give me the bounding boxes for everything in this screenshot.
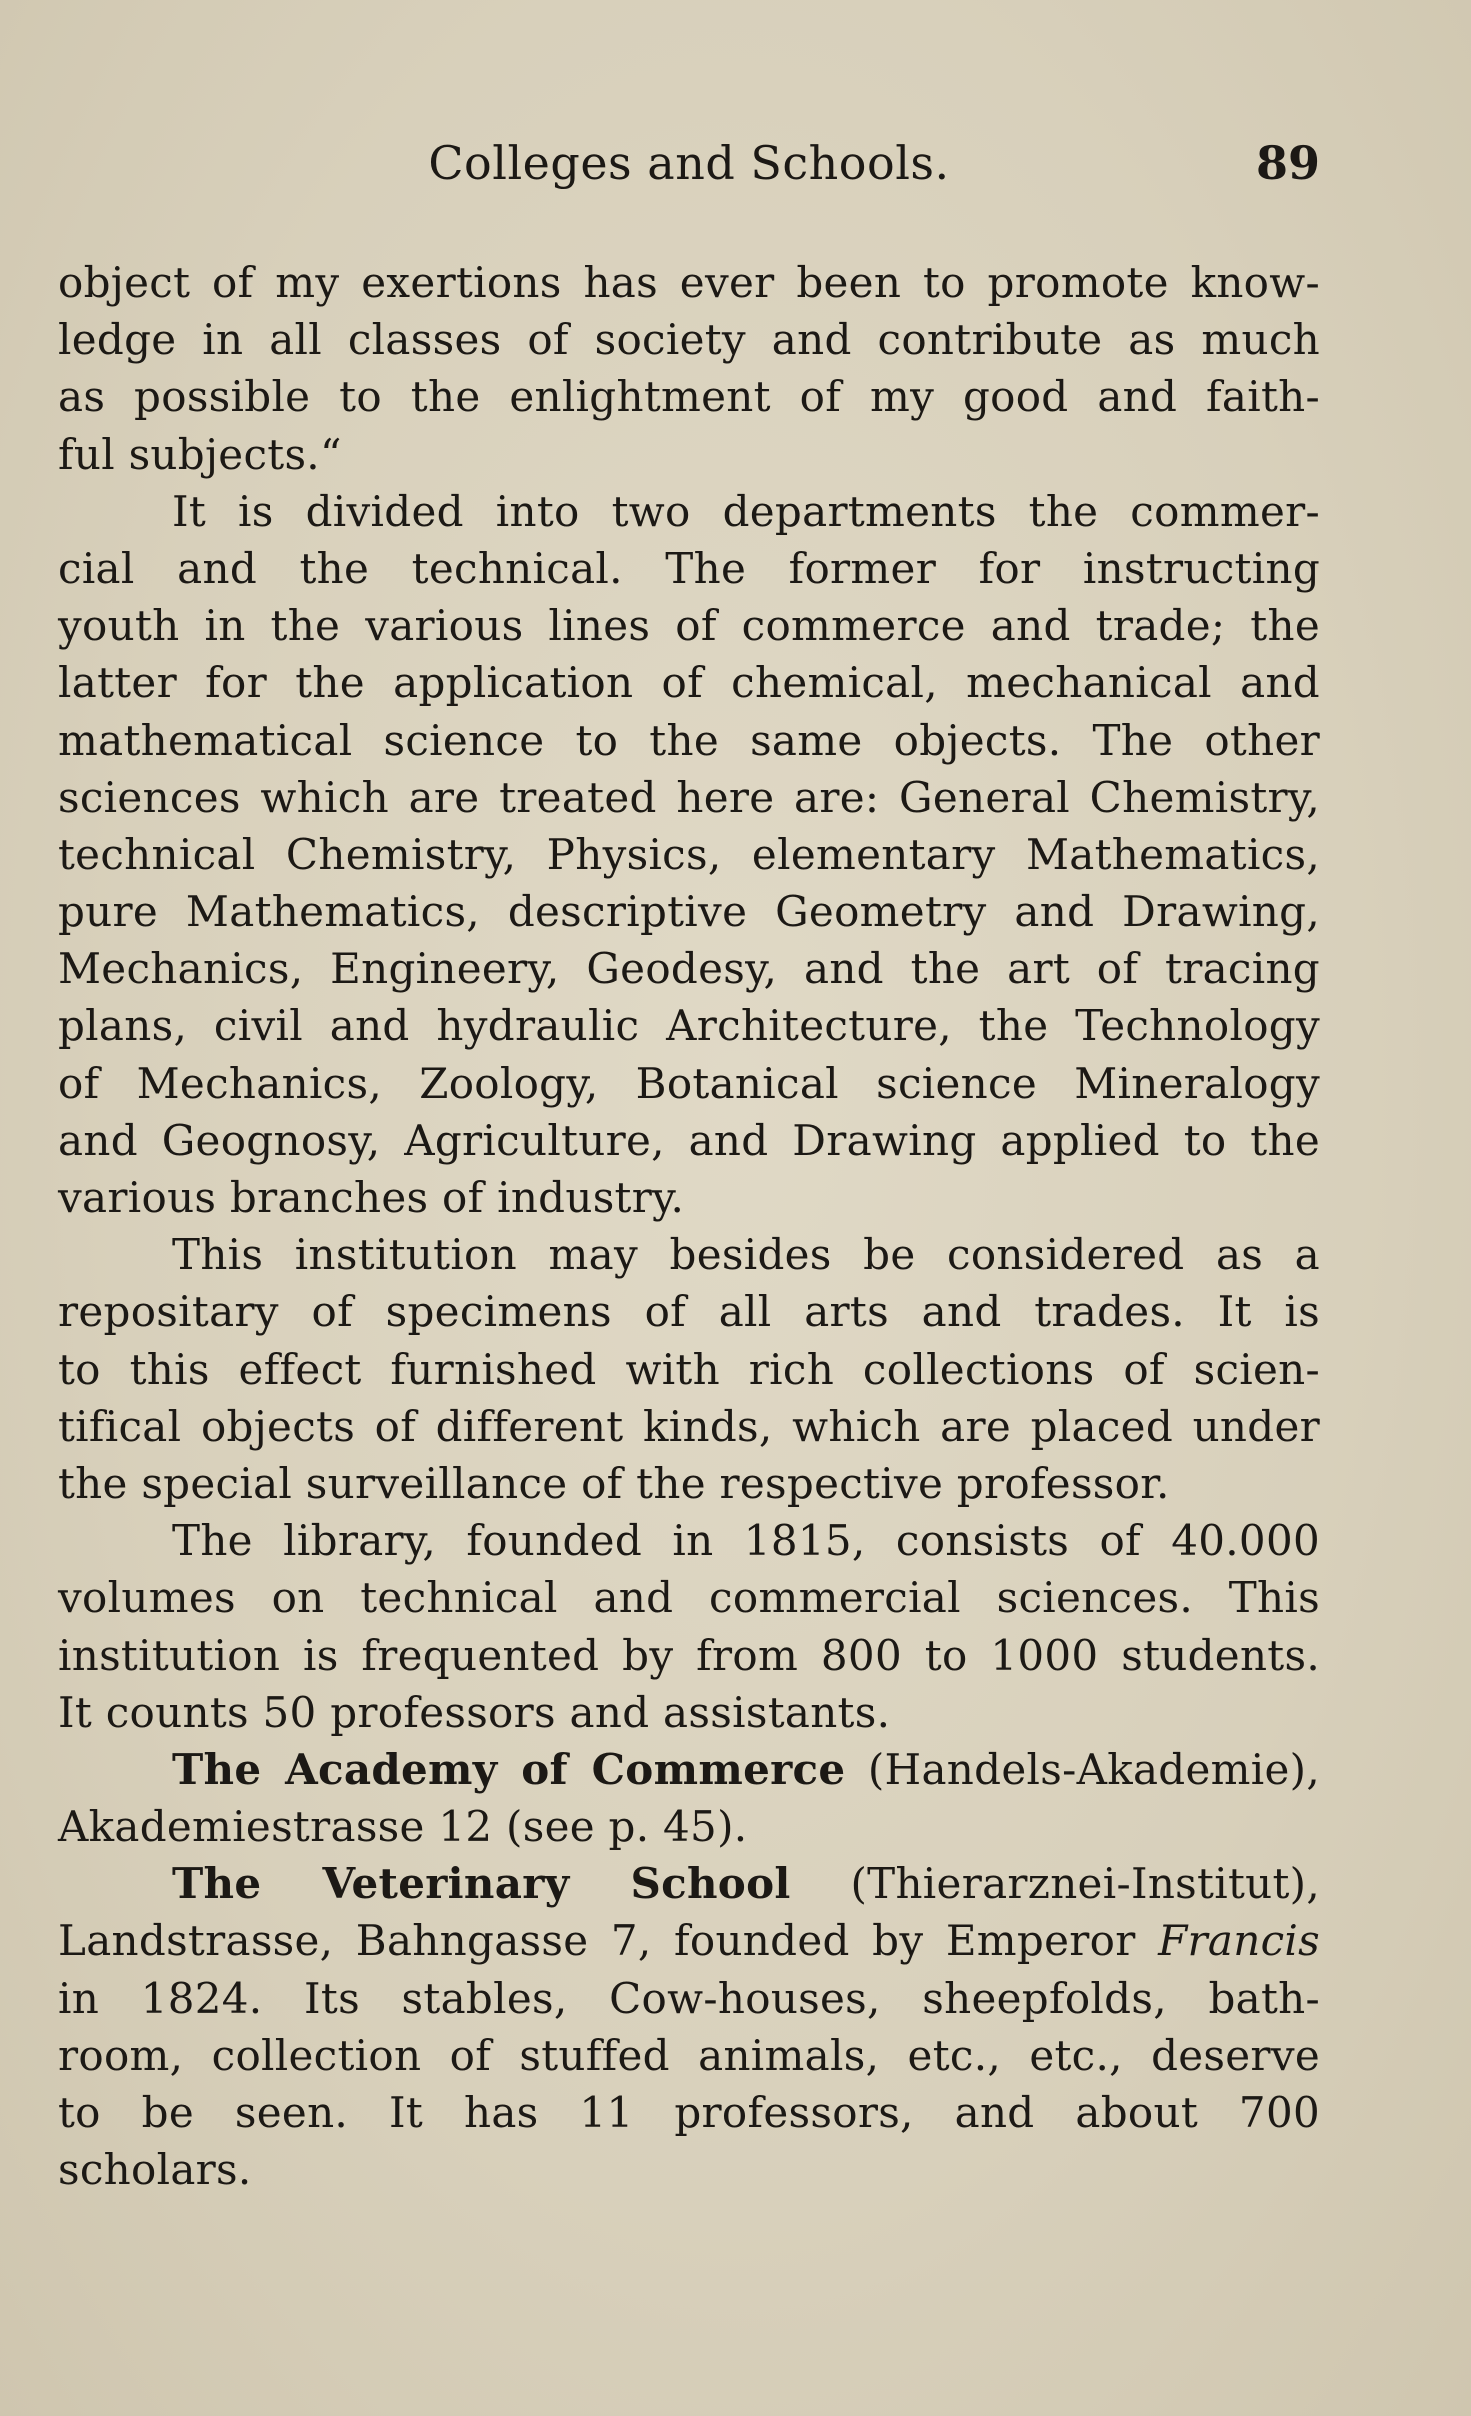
academy-of-commerce-heading: The Academy of Commerce — [172, 1744, 846, 1794]
text-line: sciences which are treated here are: General Chemistry, — [58, 772, 1320, 822]
text-line: This institution may besides be considered as a — [172, 1230, 1320, 1280]
text-line: mathematical science to the same objects. The other — [58, 715, 1320, 765]
running-title: Colleges and Schools. — [428, 136, 950, 190]
text-line: plans, civil and hydraulic Architecture, the Technology — [58, 1001, 1320, 1051]
veterinary-address: Landstrasse, Bahngasse 7, founded by Emperor — [58, 1916, 1136, 1966]
text-line: volumes on technical and commercial sciences. This — [58, 1573, 1320, 1623]
text-line: The library, founded in 1815, consists of 40.000 — [172, 1516, 1320, 1566]
text-line: institution is frequented by from 800 to 1000 students. — [58, 1630, 1320, 1680]
academy-of-commerce-german: (Handels-Akademie), — [867, 1744, 1320, 1794]
text-line: ful subjects.“ — [58, 429, 342, 479]
text-line: Akademiestrasse 12 (see p. 45). — [58, 1802, 748, 1852]
text-line: pure Mathematics, descriptive Geometry and Drawing, — [58, 887, 1320, 937]
text-line: of Mechanics, Zoology, Botanical science Mineralogy — [58, 1058, 1320, 1108]
page-number: 89 — [1255, 136, 1320, 190]
text-line: It counts 50 professors and assistants. — [58, 1687, 891, 1737]
text-line: to this effect furnished with rich collections of scien- — [58, 1344, 1320, 1394]
text-line: repositary of specimens of all arts and trades. It is — [58, 1287, 1320, 1337]
text-line: various branches of industry. — [58, 1173, 685, 1222]
text-line — [58, 1912, 1320, 1969]
text-line: technical Chemistry, Physics, elementary Mathematics, — [58, 829, 1320, 879]
text-line: ledge in all classes of society and contribute as much — [58, 315, 1320, 365]
body-text — [58, 254, 1320, 2198]
veterinary-school-german: (Thierarznei-Institut), — [850, 1859, 1320, 1909]
emperor-name: Francis — [1158, 1916, 1321, 1966]
veterinary-school-heading: The Veterinary School — [172, 1859, 791, 1909]
text-line: latter for the application of chemical, mechanical and — [58, 658, 1320, 708]
text-line: youth in the various lines of commerce and trade; the — [58, 601, 1320, 651]
text-line: room, collection of stuffed animals, etc., etc., deserve — [58, 2030, 1320, 2080]
text-line: scholars. — [58, 2145, 252, 2195]
text-line: object of my exertions has ever been to promote know- — [58, 258, 1320, 307]
page-header — [58, 128, 1320, 198]
text-line: as possible to the enlightment of my good and faith- — [58, 372, 1320, 422]
text-line — [58, 1855, 1320, 1912]
text-line: It is divided into two departments the commer- — [172, 486, 1320, 536]
text-line: and Geognosy, Agriculture, and Drawing applied to the — [58, 1115, 1320, 1165]
text-line: cial and the technical. The former for instructing — [58, 543, 1320, 593]
text-line: the special surveillance of the respective professor. — [58, 1458, 1170, 1508]
text-line: tifical objects of different kinds, which are placed under — [58, 1401, 1320, 1451]
text-line — [58, 1741, 1320, 1798]
text-line: to be seen. It has 11 professors, and about 700 — [58, 2088, 1320, 2137]
text-line: Mechanics, Engineery, Geodesy, and the art of tracing — [58, 944, 1320, 994]
text-line: in 1824. Its stables, Cow-houses, sheepfolds, bath- — [58, 1973, 1320, 2023]
